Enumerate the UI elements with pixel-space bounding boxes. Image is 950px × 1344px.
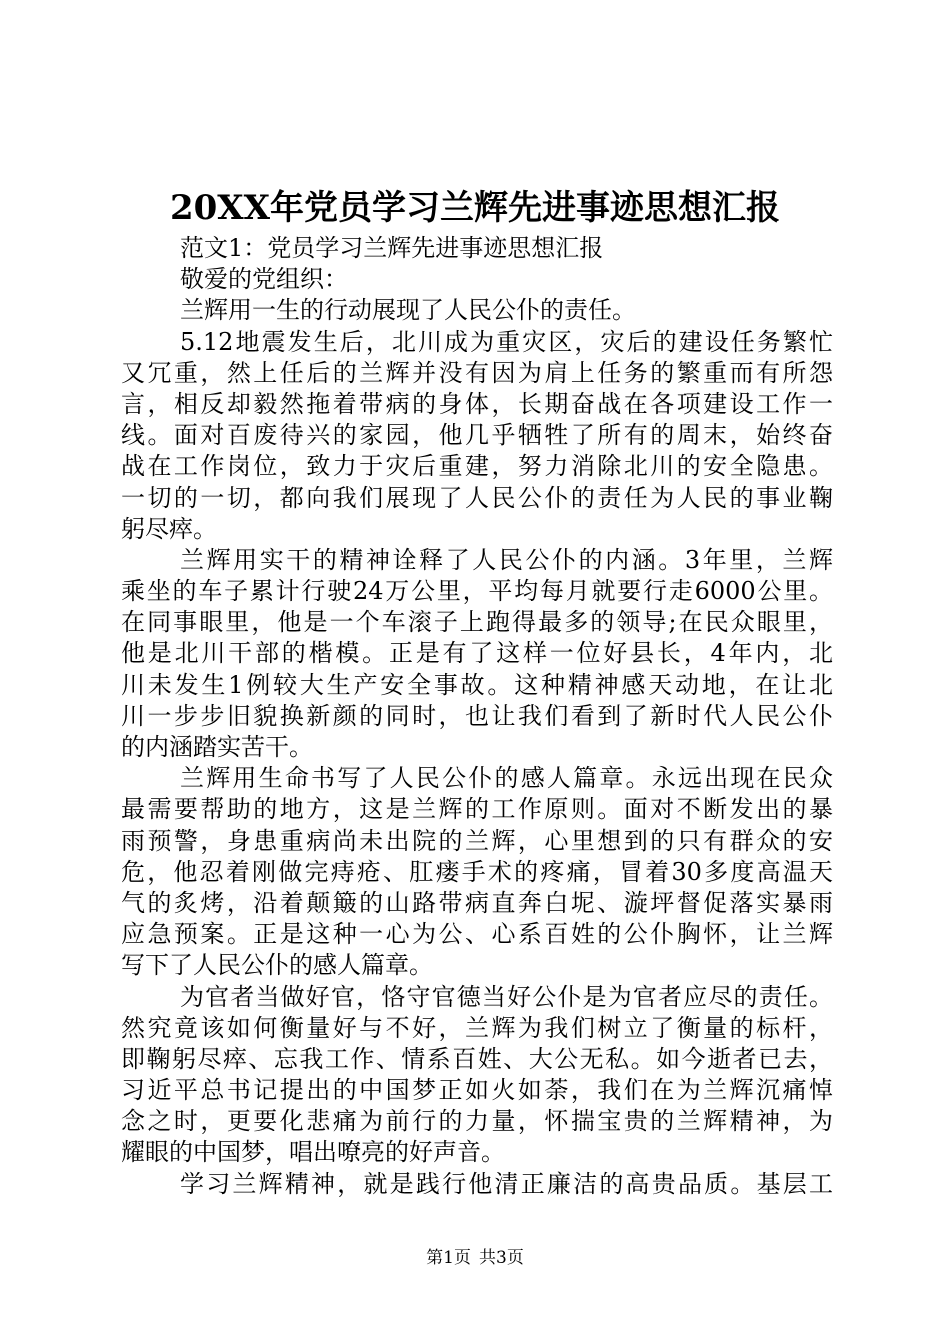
text-line: 乘坐的车子累计行驶24万公里，平均每月就要行走6000公里。 [121, 577, 833, 606]
text-line: 战在工作岗位，致力于灾后重建，努力消除北川的安全隐患。 [121, 452, 833, 481]
text-line: 一切的一切，都向我们展现了人民公仆的责任为人民的事业鞠 [121, 483, 833, 512]
text-line: 言，相反却毅然拖着带病的身体，长期奋战在各项建设工作一 [121, 389, 833, 418]
text-line: 他是北川干部的楷模。正是有了这样一位好县长，4年内，北 [121, 639, 833, 668]
text-line: 兰辉用实干的精神诠释了人民公仆的内涵。3年里，兰辉 [180, 545, 833, 574]
text-line: 习近平总书记提出的中国梦正如火如荼，我们在为兰辉沉痛悼 [121, 1076, 833, 1105]
text-line: 在同事眼里，他是一个车滚子上跑得最多的领导;在民众眼里， [121, 608, 833, 637]
text-line: 为官者当做好官，恪守官德当好公仆是为官者应尽的责任。 [180, 982, 833, 1011]
text-line: 耀眼的中国梦，唱出嘹亮的好声音。 [121, 1138, 505, 1167]
text-line: 川未发生1例较大生产安全事故。这种精神感天动地，在让北 [121, 670, 833, 699]
text-line: 气的炙烤，沿着颠簸的山路带病直奔白坭、漩坪督促落实暴雨 [121, 888, 833, 917]
text-line: 危，他忍着刚做完痔疮、肛瘘手术的疼痛，冒着30多度高温天 [121, 857, 833, 886]
document-title: 20XX年党员学习兰辉先进事迹思想汇报 [169, 188, 781, 228]
text-line: 念之时，更要化悲痛为前行的力量，怀揣宝贵的兰辉精神，为 [121, 1107, 833, 1136]
text-line: 应急预案。正是这种一心为公、心系百姓的公仆胸怀，让兰辉 [121, 920, 833, 949]
text-line: 最需要帮助的地方，这是兰辉的工作原则。面对不断发出的暴 [121, 795, 833, 824]
text-line: 敬爱的党组织： [180, 265, 348, 294]
text-line: 然究竟该如何衡量好与不好，兰辉为我们树立了衡量的标杆， [121, 1013, 833, 1042]
text-line: 兰辉用一生的行动展现了人民公仆的责任。 [180, 296, 636, 325]
document-body [121, 233, 833, 1200]
text-line: 线。面对百废待兴的家园，他几乎牺牲了所有的周末，始终奋 [121, 421, 833, 450]
text-line: 学习兰辉精神，就是践行他清正廉洁的高贵品质。基层工 [180, 1169, 833, 1198]
text-line: 的内涵踏实苦干。 [121, 733, 313, 761]
text-line: 5.12地震发生后，北川成为重灾区，灾后的建设任务繁忙 [180, 327, 833, 356]
page-footer [0, 1247, 950, 1269]
text-line: 雨预警，身患重病尚未出院的兰辉，心里想到的只有群众的安 [121, 826, 833, 855]
text-line: 川一步步旧貌换新颜的同时，也让我们看到了新时代人民公仆 [121, 701, 833, 730]
text-line: 又冗重，然上任后的兰辉并没有因为肩上任务的繁重而有所怨 [121, 358, 833, 387]
text-line: 兰辉用生命书写了人民公仆的感人篇章。永远出现在民众 [180, 764, 833, 793]
text-line: 范文1：党员学习兰辉先进事迹思想汇报 [180, 234, 604, 262]
page-total: 共3页 [479, 1248, 524, 1268]
text-line: 写下了人民公仆的感人篇章。 [121, 951, 433, 980]
text-line: 躬尽瘁。 [121, 514, 217, 543]
page-number: 第1页 [426, 1248, 471, 1268]
text-line: 即鞠躬尽瘁、忘我工作、情系百姓、大公无私。如今逝者已去， [121, 1044, 833, 1073]
